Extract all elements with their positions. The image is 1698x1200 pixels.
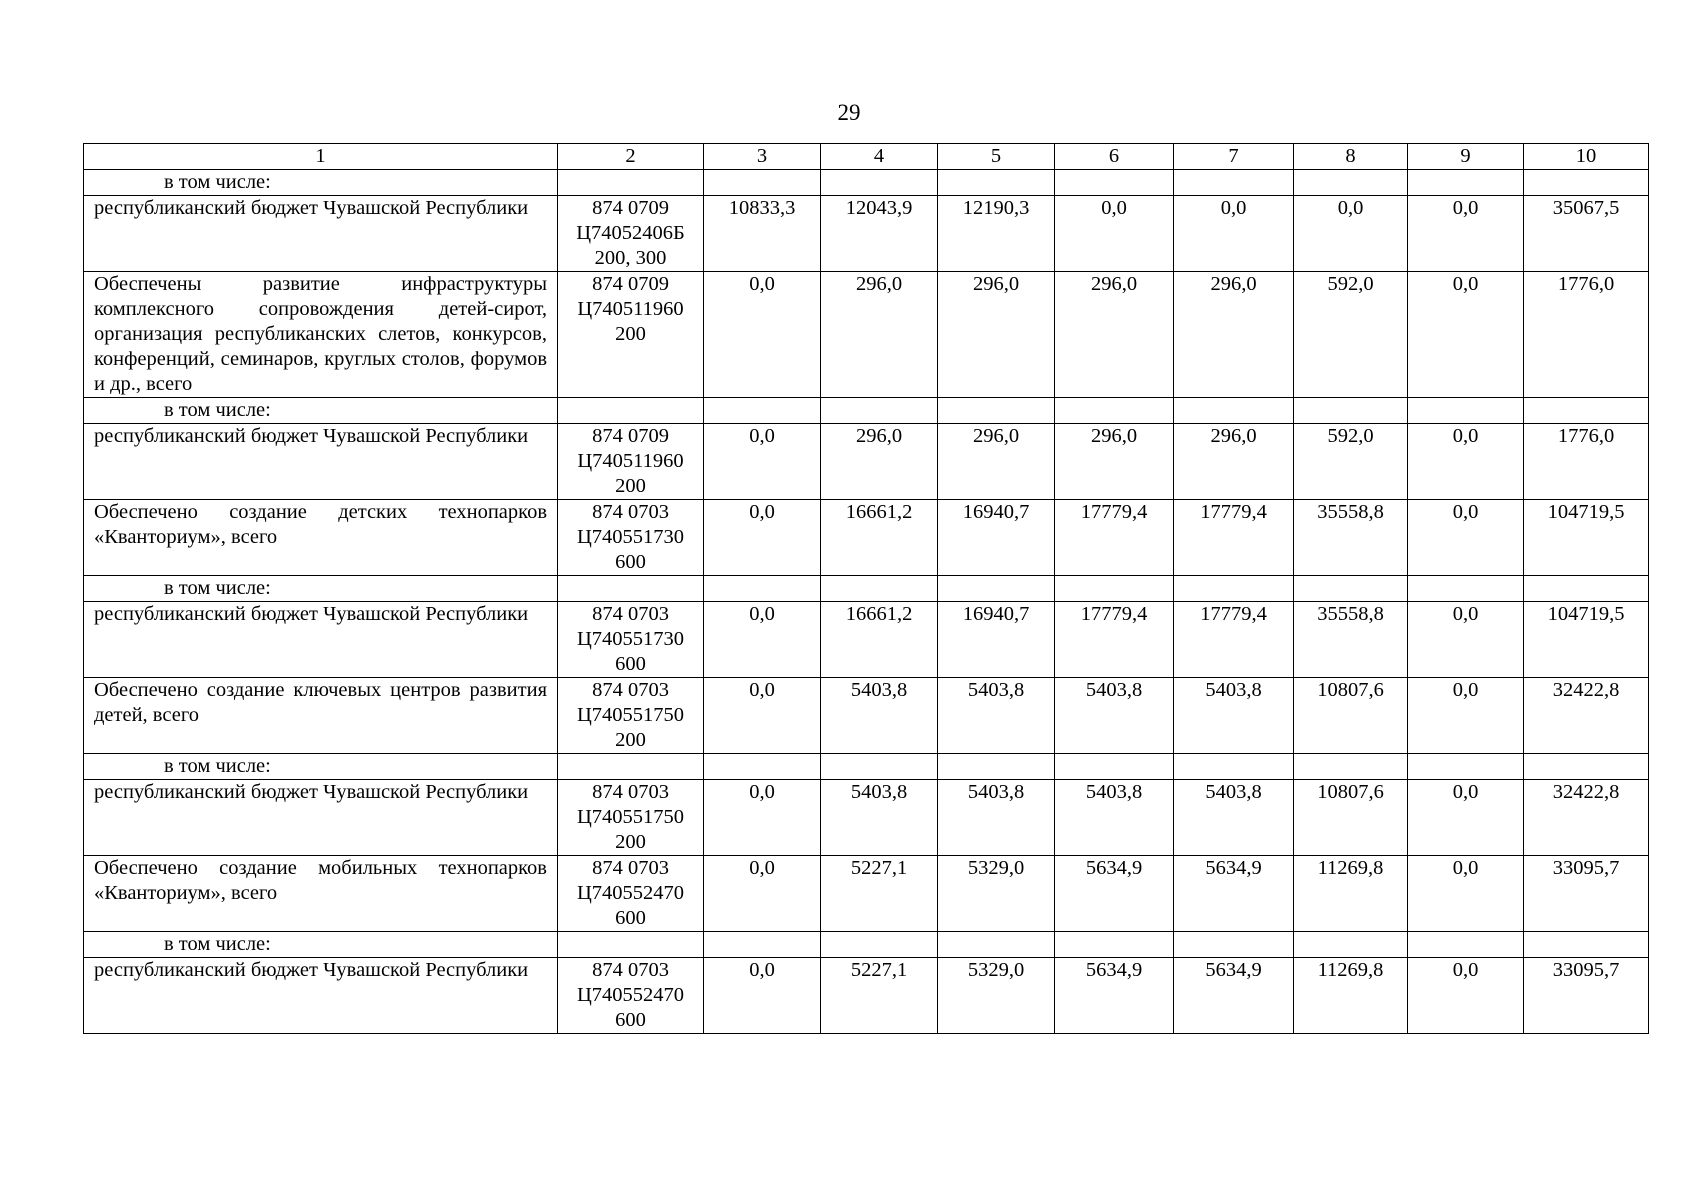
amount-cell: 16940,7 [938, 500, 1055, 576]
amount-cell: 104719,5 [1524, 500, 1649, 576]
amount-cell: 0,0 [1408, 500, 1524, 576]
amount-cell: 296,0 [1174, 272, 1294, 398]
table-body [84, 144, 1649, 1034]
amount-cell: 10807,6 [1294, 678, 1408, 754]
table-row [84, 500, 1649, 576]
amount-cell [1408, 754, 1524, 780]
amount-cell [938, 754, 1055, 780]
amount-cell [1174, 576, 1294, 602]
table-row [84, 856, 1649, 932]
amount-cell: 0,0 [704, 856, 821, 932]
amount-cell: 296,0 [1174, 424, 1294, 500]
amount-cell [704, 754, 821, 780]
budget-code [558, 932, 704, 958]
amount-cell: 17779,4 [1174, 602, 1294, 678]
row-description: в том числе: [84, 170, 558, 196]
amount-cell: 5403,8 [1174, 678, 1294, 754]
budget-code: 874 0703 Ц740551730 600 [558, 602, 704, 678]
budget-code: 874 0703 Ц740552470 600 [558, 958, 704, 1034]
amount-cell: 0,0 [1408, 856, 1524, 932]
amount-cell [1055, 932, 1174, 958]
amount-cell [1174, 398, 1294, 424]
amount-cell: 0,0 [704, 500, 821, 576]
subtotal-label-row [84, 398, 1649, 424]
column-header: 5 [938, 144, 1055, 170]
budget-table [83, 143, 1649, 1034]
amount-cell [1294, 576, 1408, 602]
amount-cell: 0,0 [1294, 196, 1408, 272]
amount-cell: 1776,0 [1524, 272, 1649, 398]
column-header: 3 [704, 144, 821, 170]
amount-cell: 32422,8 [1524, 678, 1649, 754]
table-row [84, 780, 1649, 856]
amount-cell [1408, 398, 1524, 424]
amount-cell: 296,0 [938, 424, 1055, 500]
budget-code: 874 0703 Ц740552470 600 [558, 856, 704, 932]
amount-cell [704, 932, 821, 958]
budget-code: 874 0703 Ц740551730 600 [558, 500, 704, 576]
amount-cell: 0,0 [704, 958, 821, 1034]
amount-cell [821, 576, 938, 602]
budget-code: 874 0703 Ц740551750 200 [558, 780, 704, 856]
column-header: 1 [84, 144, 558, 170]
budget-code [558, 576, 704, 602]
amount-cell: 35067,5 [1524, 196, 1649, 272]
amount-cell: 5634,9 [1174, 856, 1294, 932]
amount-cell: 0,0 [704, 272, 821, 398]
amount-cell: 11269,8 [1294, 958, 1408, 1034]
amount-cell: 296,0 [1055, 272, 1174, 398]
amount-cell [1524, 754, 1649, 780]
row-description: Обеспечены развитие инфраструктуры комплексного сопровождения детей-сирот, организация республиканских слетов, конкурсов, конференций, семинаров, круглых столов, форумов и др., всего [84, 272, 558, 398]
amount-cell: 0,0 [1408, 272, 1524, 398]
amount-cell [1294, 932, 1408, 958]
amount-cell: 5403,8 [1055, 780, 1174, 856]
column-header: 2 [558, 144, 704, 170]
amount-cell: 0,0 [704, 602, 821, 678]
amount-cell [1524, 932, 1649, 958]
column-header: 7 [1174, 144, 1294, 170]
amount-cell: 0,0 [1408, 780, 1524, 856]
amount-cell [1408, 170, 1524, 196]
amount-cell: 5403,8 [821, 780, 938, 856]
amount-cell: 10833,3 [704, 196, 821, 272]
amount-cell: 0,0 [1408, 958, 1524, 1034]
amount-cell: 12190,3 [938, 196, 1055, 272]
amount-cell [704, 398, 821, 424]
amount-cell: 12043,9 [821, 196, 938, 272]
amount-cell: 592,0 [1294, 272, 1408, 398]
amount-cell [1524, 576, 1649, 602]
row-description: в том числе: [84, 754, 558, 780]
amount-cell: 0,0 [704, 780, 821, 856]
amount-cell: 5329,0 [938, 856, 1055, 932]
amount-cell [1294, 398, 1408, 424]
amount-cell [1174, 754, 1294, 780]
amount-cell: 5329,0 [938, 958, 1055, 1034]
row-description: Обеспечено создание ключевых центров развития детей, всего [84, 678, 558, 754]
amount-cell: 5403,8 [821, 678, 938, 754]
amount-cell [1294, 170, 1408, 196]
budget-code: 874 0703 Ц740551750 200 [558, 678, 704, 754]
amount-cell: 17779,4 [1055, 500, 1174, 576]
row-description: республиканский бюджет Чувашской Республики [84, 196, 558, 272]
amount-cell: 592,0 [1294, 424, 1408, 500]
row-description: республиканский бюджет Чувашской Республики [84, 602, 558, 678]
amount-cell: 5227,1 [821, 958, 938, 1034]
amount-cell: 1776,0 [1524, 424, 1649, 500]
amount-cell: 5634,9 [1174, 958, 1294, 1034]
amount-cell [821, 398, 938, 424]
amount-cell [821, 932, 938, 958]
amount-cell [1294, 754, 1408, 780]
amount-cell [1055, 170, 1174, 196]
budget-code [558, 170, 704, 196]
amount-cell: 33095,7 [1524, 856, 1649, 932]
amount-cell: 296,0 [821, 424, 938, 500]
column-header: 9 [1408, 144, 1524, 170]
amount-cell [821, 170, 938, 196]
amount-cell: 0,0 [704, 678, 821, 754]
amount-cell [938, 398, 1055, 424]
amount-cell: 17779,4 [1055, 602, 1174, 678]
page-number: 29 [837, 100, 861, 125]
amount-cell: 5634,9 [1055, 856, 1174, 932]
amount-cell: 16661,2 [821, 602, 938, 678]
column-header: 6 [1055, 144, 1174, 170]
amount-cell: 0,0 [1174, 196, 1294, 272]
budget-code: 874 0709 Ц740511960 200 [558, 424, 704, 500]
subtotal-label-row [84, 170, 1649, 196]
row-description: в том числе: [84, 932, 558, 958]
amount-cell [1524, 170, 1649, 196]
amount-cell: 0,0 [1408, 602, 1524, 678]
subtotal-label-row [84, 576, 1649, 602]
column-header: 8 [1294, 144, 1408, 170]
amount-cell [1055, 576, 1174, 602]
amount-cell [1408, 932, 1524, 958]
amount-cell [1174, 932, 1294, 958]
amount-cell: 296,0 [938, 272, 1055, 398]
amount-cell: 16661,2 [821, 500, 938, 576]
amount-cell: 16940,7 [938, 602, 1055, 678]
amount-cell: 32422,8 [1524, 780, 1649, 856]
amount-cell: 296,0 [1055, 424, 1174, 500]
amount-cell [704, 170, 821, 196]
amount-cell [821, 754, 938, 780]
amount-cell: 10807,6 [1294, 780, 1408, 856]
amount-cell [1174, 170, 1294, 196]
budget-code [558, 398, 704, 424]
amount-cell: 5403,8 [938, 780, 1055, 856]
table-header-row [84, 144, 1649, 170]
amount-cell: 35558,8 [1294, 602, 1408, 678]
amount-cell: 5403,8 [1055, 678, 1174, 754]
table-row [84, 602, 1649, 678]
amount-cell: 33095,7 [1524, 958, 1649, 1034]
amount-cell [1055, 754, 1174, 780]
amount-cell: 5403,8 [1174, 780, 1294, 856]
table-row [84, 958, 1649, 1034]
amount-cell [1055, 398, 1174, 424]
amount-cell: 5634,9 [1055, 958, 1174, 1034]
budget-code [558, 754, 704, 780]
amount-cell [1524, 398, 1649, 424]
amount-cell [938, 932, 1055, 958]
amount-cell: 104719,5 [1524, 602, 1649, 678]
amount-cell: 5227,1 [821, 856, 938, 932]
amount-cell [1408, 576, 1524, 602]
amount-cell [938, 170, 1055, 196]
amount-cell: 11269,8 [1294, 856, 1408, 932]
amount-cell [938, 576, 1055, 602]
amount-cell: 0,0 [1408, 424, 1524, 500]
amount-cell: 0,0 [1408, 196, 1524, 272]
table-row [84, 678, 1649, 754]
row-description: республиканский бюджет Чувашской Республики [84, 780, 558, 856]
amount-cell: 17779,4 [1174, 500, 1294, 576]
amount-cell: 0,0 [1408, 678, 1524, 754]
amount-cell: 0,0 [704, 424, 821, 500]
amount-cell [704, 576, 821, 602]
column-header: 10 [1524, 144, 1649, 170]
table-row [84, 424, 1649, 500]
budget-code: 874 0709 Ц74052406Б 200, 300 [558, 196, 704, 272]
subtotal-label-row [84, 754, 1649, 780]
row-description: в том числе: [84, 576, 558, 602]
row-description: республиканский бюджет Чувашской Республики [84, 424, 558, 500]
table-row [84, 272, 1649, 398]
amount-cell: 5403,8 [938, 678, 1055, 754]
row-description: Обеспечено создание мобильных технопарков «Кванториум», всего [84, 856, 558, 932]
amount-cell: 0,0 [1055, 196, 1174, 272]
budget-code: 874 0709 Ц740511960 200 [558, 272, 704, 398]
amount-cell: 296,0 [821, 272, 938, 398]
row-description: в том числе: [84, 398, 558, 424]
column-header: 4 [821, 144, 938, 170]
table-row [84, 196, 1649, 272]
amount-cell: 35558,8 [1294, 500, 1408, 576]
row-description: Обеспечено создание детских технопарков «Кванториум», всего [84, 500, 558, 576]
row-description: республиканский бюджет Чувашской Республики [84, 958, 558, 1034]
subtotal-label-row [84, 932, 1649, 958]
